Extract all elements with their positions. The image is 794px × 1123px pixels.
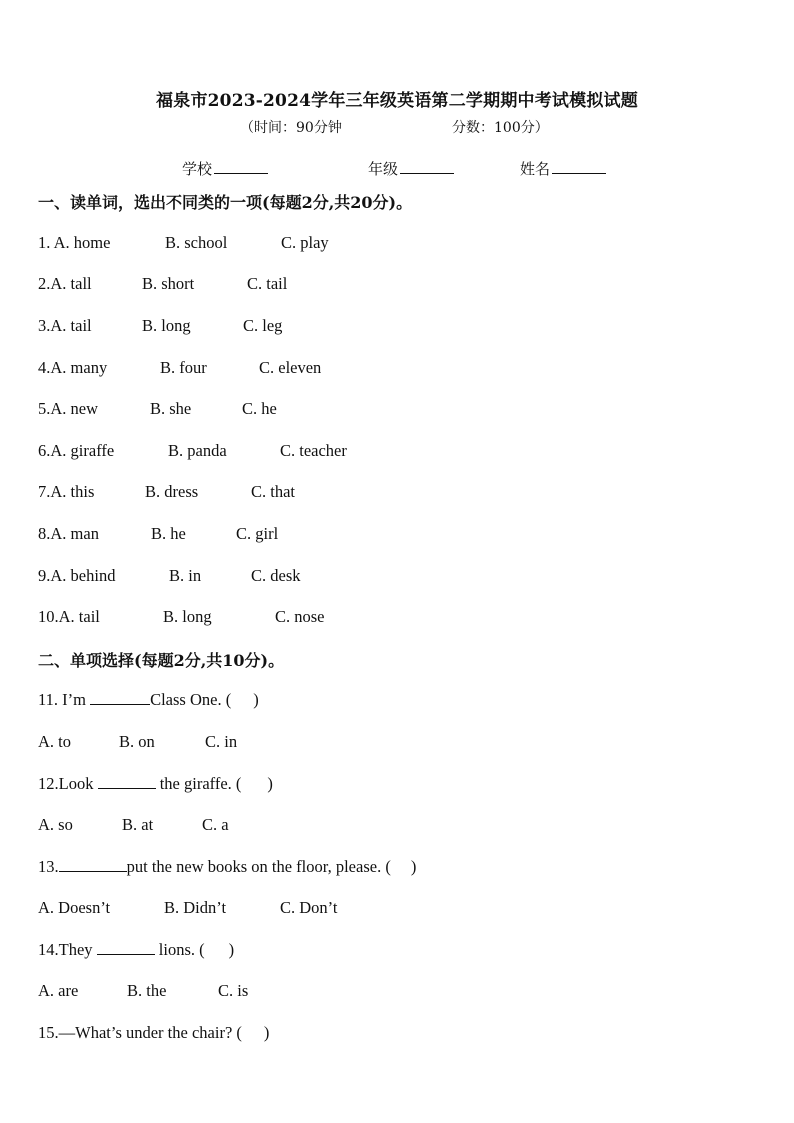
question-stem: 13.: [38, 857, 59, 876]
question-14-options: [38, 981, 249, 1001]
question-11-options: [38, 732, 238, 752]
option-b: B. she: [150, 399, 192, 418]
answer-blank: [98, 774, 156, 789]
option-c: C. nose: [275, 607, 325, 626]
question-14: [38, 940, 234, 960]
question-12: [38, 774, 273, 794]
option-a: A. giraffe: [50, 441, 115, 460]
section1-heading: 一、读单词，选出不同类的一项(每题2分,共20分)。: [38, 193, 413, 212]
question-1: [38, 233, 329, 253]
question-stem: 14.They: [38, 940, 97, 959]
question-3: [38, 316, 283, 336]
question-rest: put the new books on the floor, please. (: [126, 857, 391, 876]
option-a: A. to: [38, 732, 71, 751]
question-4: [38, 358, 322, 378]
option-b: B. long: [142, 316, 191, 335]
question-13: [38, 857, 416, 877]
option-a: A. tail: [58, 607, 100, 626]
answer-paren-close: ): [267, 774, 273, 793]
question-number: 1.: [38, 233, 54, 252]
option-c: C. is: [218, 981, 249, 1000]
option-a: A. so: [38, 815, 73, 834]
grade-field: [368, 158, 454, 179]
grade-blank: [400, 159, 454, 174]
exam-score: 分数：100分）: [452, 120, 549, 136]
option-b: B. four: [160, 358, 207, 377]
question-6: [38, 441, 347, 461]
exam-title: 福泉市2023-2024学年三年级英语第二学期期中考试模拟试题: [156, 91, 638, 111]
answer-blank: [97, 940, 155, 955]
name-field: [520, 158, 606, 179]
question-rest: the giraffe. (: [155, 774, 242, 793]
option-b: B. dress: [145, 482, 199, 501]
option-c: C. he: [242, 399, 277, 418]
option-c: C. tail: [247, 274, 288, 293]
answer-blank: [59, 857, 127, 872]
option-a: A. tall: [50, 274, 92, 293]
option-a: A. Doesn’t: [38, 898, 111, 917]
option-b: B. he: [151, 524, 186, 543]
exam-time: （时间：90分钟: [240, 120, 342, 136]
question-number: 3.: [38, 316, 51, 335]
question-9: [38, 566, 301, 586]
school-blank: [214, 159, 268, 174]
answer-paren-close: ): [263, 1023, 270, 1042]
option-c: C. Don’t: [280, 898, 338, 917]
option-c: C. leg: [243, 316, 283, 335]
option-c: C. teacher: [280, 441, 347, 460]
option-b: B. the: [127, 981, 167, 1000]
option-b: B. in: [169, 566, 202, 585]
option-c: C. eleven: [259, 358, 322, 377]
option-b: B. panda: [168, 441, 227, 460]
question-number: 10.: [38, 607, 59, 626]
question-stem: 15.—What’s under the chair? (: [38, 1023, 242, 1042]
question-10: [38, 607, 325, 627]
school-field: [182, 158, 268, 179]
question-8: [38, 524, 279, 544]
question-5: [38, 399, 277, 419]
name-label: 姓名: [520, 160, 551, 178]
option-c: C. that: [251, 482, 295, 501]
question-2: [38, 274, 288, 294]
question-rest: lions. (: [154, 940, 205, 959]
answer-paren-close: ): [253, 690, 259, 709]
option-a: A. this: [50, 482, 95, 501]
question-number: 7.: [38, 482, 51, 501]
question-number: 4.: [38, 358, 51, 377]
question-rest: Class One. (: [150, 690, 232, 709]
question-number: 9.: [38, 566, 51, 585]
question-13-options: [38, 898, 338, 918]
question-stem: 11. I’m: [38, 690, 91, 709]
question-7: [38, 482, 295, 502]
answer-paren-close: ): [410, 857, 417, 876]
option-c: C. play: [281, 233, 329, 252]
answer-blank: [90, 690, 150, 705]
option-a: A. are: [38, 981, 79, 1000]
option-a: A. new: [50, 399, 99, 418]
option-c: C. in: [205, 732, 238, 751]
option-b: B. at: [122, 815, 154, 834]
question-stem: 12.Look: [38, 774, 98, 793]
question-12-options: [38, 815, 229, 835]
option-a: A. many: [50, 358, 108, 377]
section2-heading: 二、单项选择(每题2分,共10分)。: [38, 651, 285, 670]
option-a: A. tail: [50, 316, 92, 335]
option-b: B. on: [119, 732, 155, 751]
question-number: 8.: [38, 524, 51, 543]
option-a: A. home: [53, 233, 111, 252]
option-b: B. school: [165, 233, 228, 252]
name-blank: [552, 159, 606, 174]
answer-paren-close: ): [228, 940, 235, 959]
option-c: C. a: [202, 815, 229, 834]
option-c: C. desk: [251, 566, 301, 585]
question-number: 6.: [38, 441, 51, 460]
grade-label: 年级: [368, 160, 399, 178]
option-b: B. Didn’t: [164, 898, 227, 917]
option-b: B. long: [163, 607, 212, 626]
option-a: A. man: [50, 524, 99, 543]
question-11: [38, 690, 259, 710]
school-label: 学校: [182, 160, 213, 178]
option-a: A. behind: [50, 566, 116, 585]
option-c: C. girl: [236, 524, 279, 543]
question-number: 5.: [38, 399, 51, 418]
question-15: [38, 1023, 269, 1043]
option-b: B. short: [142, 274, 195, 293]
question-number: 2.: [38, 274, 51, 293]
